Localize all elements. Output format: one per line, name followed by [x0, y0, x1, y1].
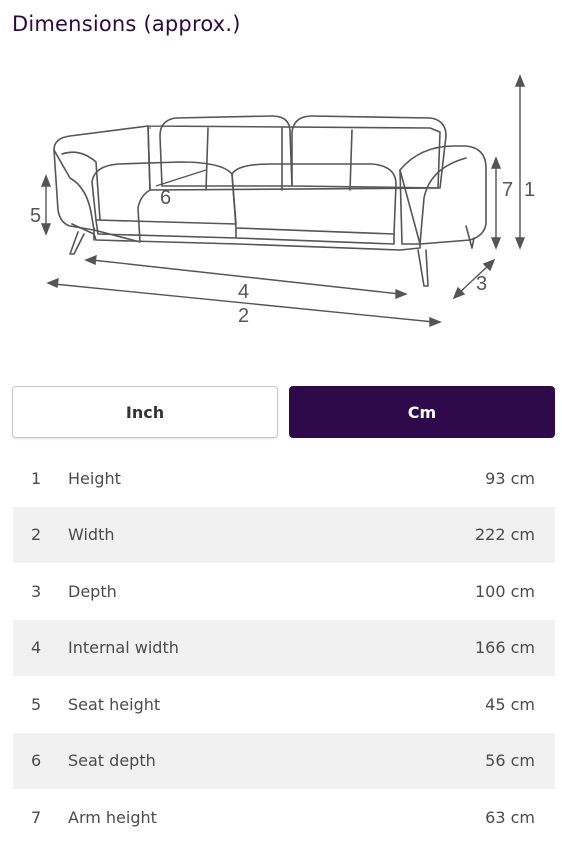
row-label: Width [68, 525, 115, 545]
front-left-leg [70, 232, 84, 254]
row-value: 100 cm [474, 581, 535, 601]
row-label: Seat height [68, 694, 161, 714]
front-right-leg [418, 250, 428, 286]
row-label: Arm height [68, 807, 157, 827]
back-right-leg [466, 226, 474, 248]
row-label: Depth [68, 581, 117, 601]
row-number: 4 [31, 638, 42, 658]
table-row [13, 733, 555, 790]
dimensions-table [13, 450, 555, 846]
dimension-label-3: 3 [476, 273, 488, 295]
cm-toggle-label: Cm [407, 402, 437, 422]
row-number: 6 [31, 751, 42, 771]
row-number: 7 [31, 807, 42, 827]
row-value: 222 cm [474, 525, 535, 545]
row-label: Seat depth [68, 751, 156, 771]
dimension-label-6: 6 [160, 187, 172, 209]
cm-toggle-button[interactable] [289, 386, 555, 438]
row-value: 166 cm [474, 638, 535, 658]
inch-toggle-label: Inch [125, 402, 165, 422]
table-row [13, 450, 555, 507]
row-value: 45 cm [485, 694, 535, 714]
row-value: 56 cm [485, 751, 535, 771]
inch-toggle-button[interactable] [12, 386, 278, 438]
sofa-dimensions-diagram [0, 58, 562, 343]
row-label: Height [68, 468, 121, 488]
page-title: Dimensions (approx.) [12, 12, 241, 36]
dimension-label-5: 5 [30, 205, 42, 227]
row-number: 2 [31, 525, 42, 545]
row-number: 5 [31, 694, 42, 714]
row-number: 3 [31, 581, 42, 601]
dimension-label-7: 7 [502, 179, 514, 201]
row-value: 93 cm [485, 468, 535, 488]
table-row [13, 789, 555, 846]
row-number: 1 [31, 468, 42, 488]
right-seat-cushion [232, 164, 396, 234]
table-row [13, 676, 555, 733]
table-row [13, 563, 555, 620]
table-row [13, 507, 555, 564]
dimension-label-2: 2 [238, 305, 250, 327]
row-label: Internal width [68, 638, 179, 658]
table-row [13, 620, 555, 677]
dimension-label-4: 4 [238, 281, 250, 303]
dimension-label-1: 1 [524, 179, 536, 201]
row-value: 63 cm [485, 807, 535, 827]
